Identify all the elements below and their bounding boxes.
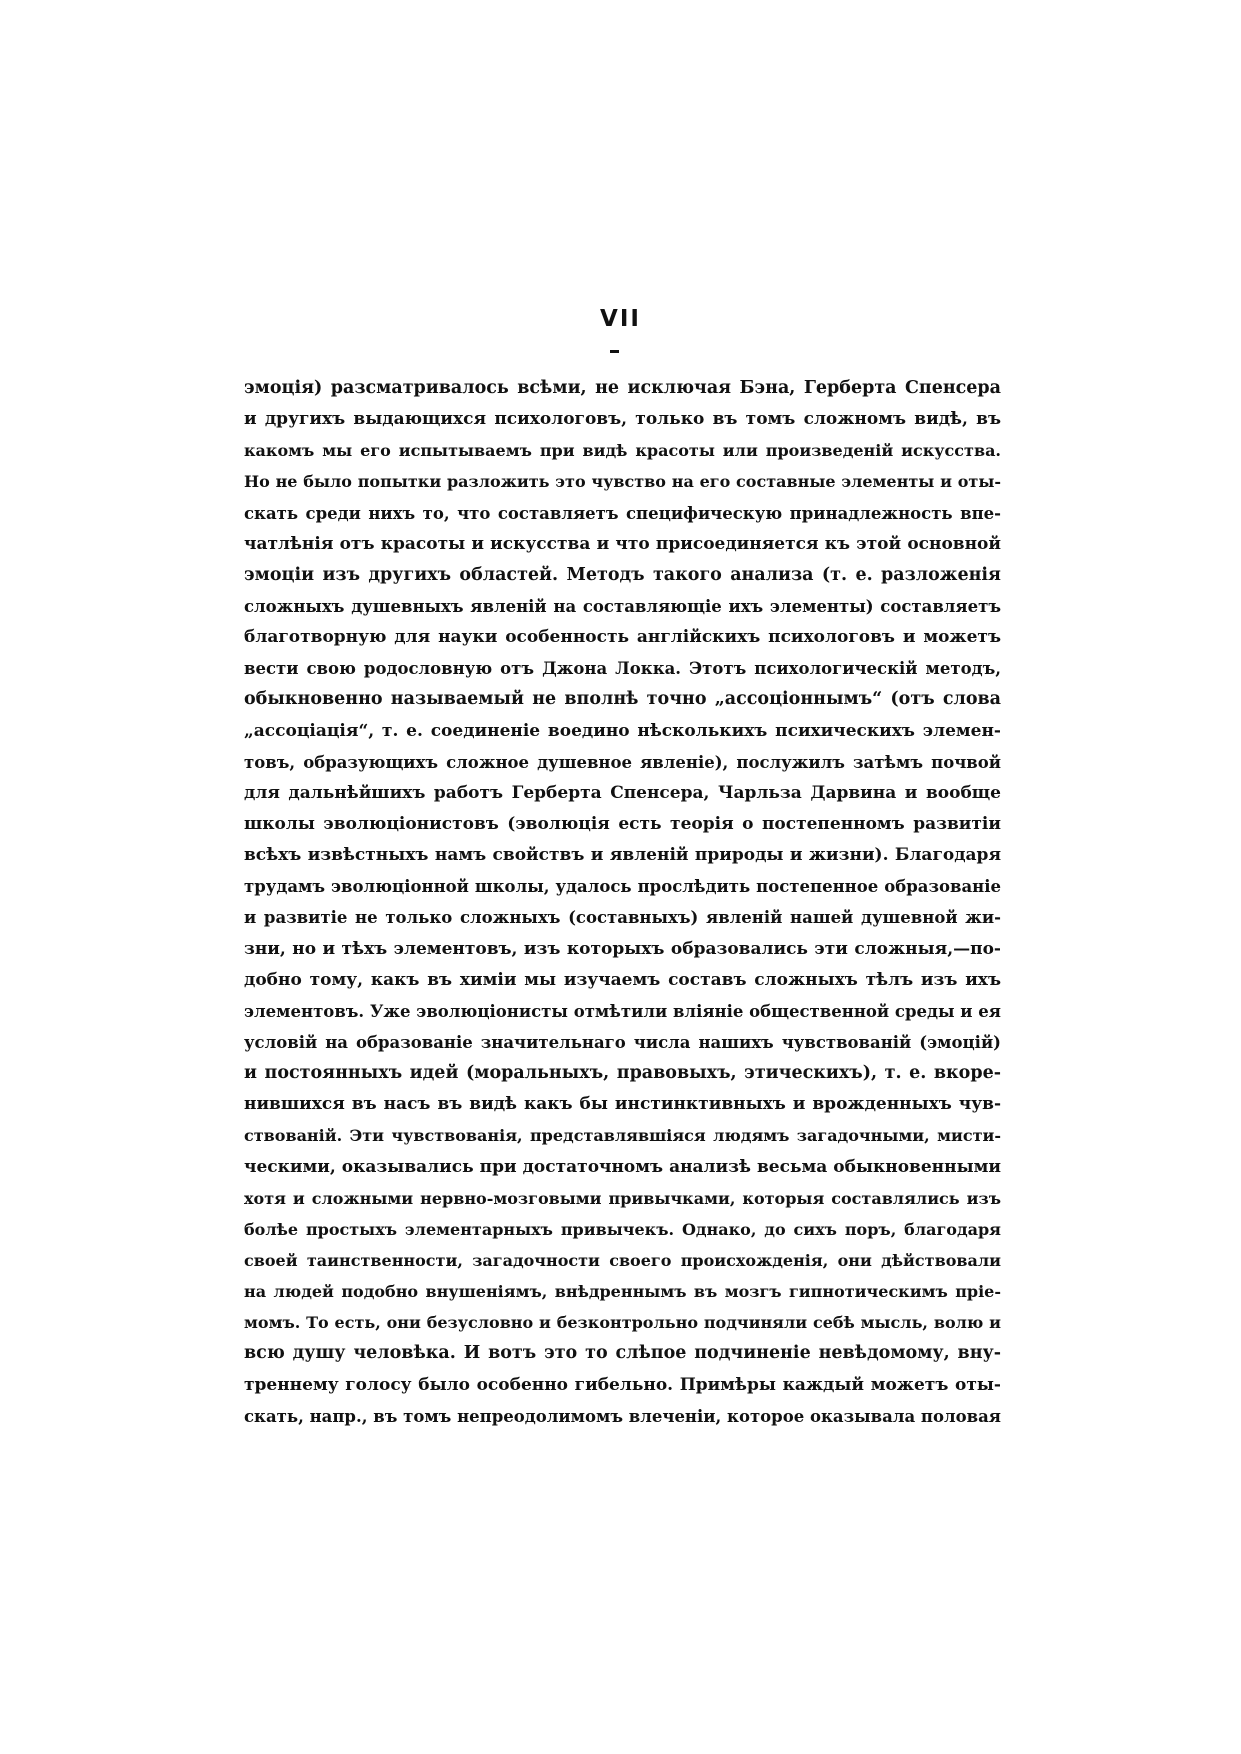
text-line: момъ. То есть, они безусловно и безконтрольно подчиняли себѣ мысль, волю и xyxy=(244,1313,1001,1333)
text-line: благотворную для науки особенность англійскихъ психологовъ и можетъ xyxy=(244,627,1001,648)
text-line: школы эволюціонистовъ (эволюція есть теорія о постепенномъ развитіи xyxy=(244,813,1001,834)
text-line: болѣе простыхъ элементарныхъ привычекъ. Однако, до сихъ поръ, благодаря xyxy=(244,1219,1001,1239)
text-line: всѣхъ извѣстныхъ намъ свойствъ и явленій природы и жизни). Благодаря xyxy=(244,845,1001,866)
text-line: чатлѣнія отъ красоты и искусства и что присоединяется къ этой основной xyxy=(244,533,1001,554)
text-line: треннему голосу было особенно гибельно. Примѣры каждый можетъ оты- xyxy=(244,1374,1001,1395)
body-text xyxy=(244,373,1001,1432)
text-line: и другихъ выдающихся психологовъ, только въ томъ сложномъ видѣ, въ xyxy=(244,409,1001,430)
text-line: элементовъ. Уже эволюціонисты отмѣтили вліяніе общественной среды и ея xyxy=(244,1001,1001,1021)
text-line: ствованій. Эти чувствованія, представлявшіяся людямъ загадочными, мисти- xyxy=(244,1126,1001,1146)
text-line: эмоціи изъ другихъ областей. Методъ такого анализа (т. е. разложенія xyxy=(244,564,1001,585)
text-line: обыкновенно называемый не вполнѣ точно „ассоціоннымъ“ (отъ слова xyxy=(244,689,1001,710)
text-line: нившихся въ насъ въ видѣ какъ бы инстинктивныхъ и врожденныхъ чув- xyxy=(244,1094,1001,1115)
text-line: условій на образованіе значительнаго числа нашихъ чувствованій (эмоцій) xyxy=(244,1032,1001,1052)
page-number: VII xyxy=(600,306,641,332)
text-line: товъ, образующихъ сложное душевное явленіе), послужилъ затѣмъ почвой xyxy=(244,752,1001,772)
text-line: скать среди нихъ то, что составляетъ специфическую принадлежность впе- xyxy=(244,503,1001,523)
text-line: „ассоціація“, т. е. соединеніе воедино нѣсколькихъ психическихъ элемен- xyxy=(244,720,1001,741)
text-line: Но не было попытки разложить это чувство на его составные элементы и оты- xyxy=(244,472,1001,492)
text-line: какомъ мы его испытываемъ при видѣ красоты или произведеній искусства. xyxy=(244,441,1001,461)
text-line: эмоція) разсматривалось всѣми, не исключая Бэна, Герберта Спенсера xyxy=(244,378,1001,398)
text-line: хотя и сложными нервно-мозговыми привычками, которыя составлялись изъ xyxy=(244,1188,1001,1208)
text-line: всю душу человѣка. И вотъ это то слѣпое подчиненіе невѣдомому, вну- xyxy=(244,1343,1001,1364)
text-line: зни, но и тѣхъ элементовъ, изъ которыхъ образовались эти сложныя,—по- xyxy=(244,938,1001,959)
text-line: на людей подобно внушеніямъ, внѣдреннымъ въ мозгъ гипнотическимъ пріе- xyxy=(244,1282,1001,1302)
text-line: и постоянныхъ идей (моральныхъ, правовыхъ, этическихъ), т. е. вкоре- xyxy=(244,1063,1001,1084)
text-line: и развитіе не только сложныхъ (составныхъ) явленій нашей душевной жи- xyxy=(244,908,1001,928)
text-line: вести свою родословную отъ Джона Локка. Этотъ психологическій методъ, xyxy=(244,659,1001,679)
text-line: своей таинственности, загадочности своего происхожденія, они дѣйствовали xyxy=(244,1250,1001,1270)
text-line: добно тому, какъ въ химіи мы изучаемъ составъ сложныхъ тѣлъ изъ ихъ xyxy=(244,969,1001,990)
text-line: трудамъ эволюціонной школы, удалось прослѣдить постепенное образованіе xyxy=(244,877,1001,897)
text-line: ческими, оказывались при достаточномъ анализѣ весьма обыкновенными xyxy=(244,1156,1001,1177)
text-line: для дальнѣйшихъ работъ Герберта Спенсера, Чарльза Дарвина и вообще xyxy=(244,782,1001,803)
text-line: скать, напр., въ томъ непреодолимомъ влеченіи, которое оказывала половая xyxy=(244,1406,1001,1426)
text-line: сложныхъ душевныхъ явленій на составляющіе ихъ элементы) составляетъ xyxy=(244,596,1001,616)
page-number-mark xyxy=(610,350,619,353)
